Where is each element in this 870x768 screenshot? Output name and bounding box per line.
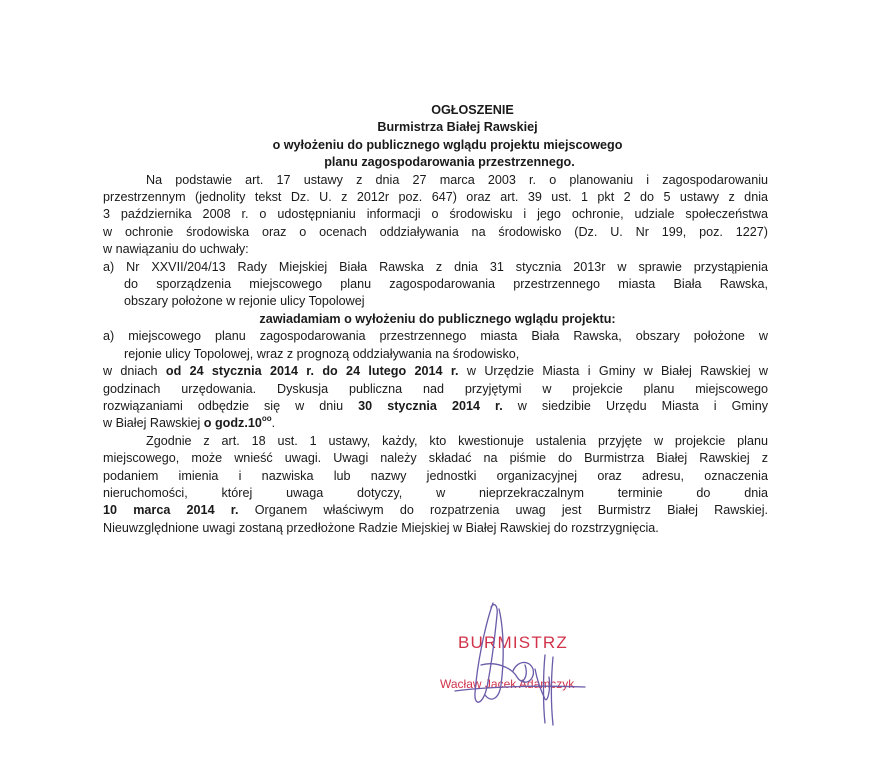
text-line: Nieuwzględnione uwagi zostaną przedłożone Radzie Miejskiej w Białej Rawskiej do rozstrzygnięcia. <box>103 520 659 535</box>
text-line: przestrzennym (jednolity tekst Dz. U. z 2012r poz. 647) oraz art. 39 ust. 1 pkt 2 do 5 ustawy z dnia <box>103 190 768 205</box>
text-line: miejscowego, może wnieść uwagi. Uwagi należy składać na piśmie do Burmistrza Białej Rawskiej z <box>103 451 768 466</box>
text-line: nieruchomości, której uwaga dotyczy, w nieprzekraczalnym terminie do dnia <box>103 485 768 500</box>
resolution-item <box>103 259 768 311</box>
discussion-time <box>204 416 272 430</box>
text-line: godzinach urzędowania. Dyskusja publiczna nad przyjętymi w projekcie planu miejscowego <box>103 381 768 396</box>
handwritten-signature <box>425 595 625 735</box>
issuer-line: Burmistrza Białej Rawskiej <box>377 120 538 135</box>
subject-line-2: planu zagospodarowania przestrzennego. <box>324 155 575 170</box>
text-span: w Białej Rawskiej <box>103 416 204 431</box>
time-superscript: oo <box>261 414 272 424</box>
text-line: a) Nr XXVII/204/13 Rady Miejskiej Biała Rawska z dnia 31 stycznia 2013r w sprawie przystąpienia <box>103 259 768 274</box>
inspection-period: od 24 stycznia 2014 r. do 24 lutego 2014 r. <box>165 364 459 379</box>
mayor-stamp-name: Wacław Jacek Adamczyk <box>440 677 575 691</box>
text-line: w nawiązaniu do uchwały: <box>103 242 249 257</box>
mayor-stamp-title: BURMISTRZ <box>458 633 568 652</box>
announcement-statement: zawiadamiam o wyłożeniu do publicznego wglądu projektu: <box>259 311 616 326</box>
legal-basis-paragraph <box>103 172 768 259</box>
subject-line: o wyłożeniu do publicznego wglądu projektu miejscowego <box>272 137 623 152</box>
text-line: w ochronie środowiska oraz o ocenach oddziaływania na środowisko (Dz. U. Nr 199, poz. 1227) <box>103 224 768 239</box>
text-span: w Urzędzie Miasta i Gminy w Białej Rawskiej w <box>458 364 768 379</box>
text-span: w siedzibie Urzędu Miasta i Gminy <box>502 398 768 413</box>
text-line: obszary położone w rejonie ulicy Topolowej <box>124 294 365 309</box>
discussion-date: 30 stycznia 2014 r. <box>358 398 503 413</box>
text-line: Na podstawie art. 17 ustawy z dnia 27 marca 2003 r. o planowaniu i zagospodarowaniu <box>146 172 768 187</box>
text-span: . <box>271 416 276 431</box>
text-span: w dniach <box>103 364 166 379</box>
text-line <box>103 398 768 415</box>
remarks-deadline: 10 marca 2014 r. <box>103 503 239 518</box>
dates-paragraph <box>103 363 768 433</box>
text-line: do sporządzenia miejscowego planu zagospodarowania przestrzennego miasta Biała Rawska, <box>124 277 768 292</box>
announcement-document <box>103 102 768 537</box>
remarks-paragraph <box>103 433 768 537</box>
text-line: rejonie ulicy Topolowej, wraz z prognozą oddziaływania na środowisko, <box>124 346 520 361</box>
text-line <box>103 363 768 380</box>
announcement-header <box>103 102 768 172</box>
text-span: Organem właściwym do rozpatrzenia uwag jest Burmistrz Białej Rawskiej. <box>238 503 768 518</box>
document-title: OGŁOSZENIE <box>431 103 514 117</box>
text-line: a) miejscowego planu zagospodarowania przestrzennego miasta Biała Rawska, obszary położone w <box>103 329 768 344</box>
text-line <box>103 502 768 519</box>
time-text: o godz.10 <box>203 416 262 431</box>
text-span: rozwiązaniami odbędzie się w dniu <box>103 398 359 413</box>
text-line: Zgodnie z art. 18 ust. 1 ustawy, każdy, kto kwestionuje ustalenia przyjęte w projekcie planu <box>146 433 768 448</box>
text-line: podaniem imienia i nazwiska lub nazwy jednostki organizacyjnej oraz adresu, oznaczenia <box>103 468 768 483</box>
project-item <box>103 328 768 363</box>
text-line: 3 października 2008 r. o udostępnianiu informacji o środowisku i jego ochronie, udziale społeczeństwa <box>103 207 768 222</box>
text-line <box>103 415 768 432</box>
